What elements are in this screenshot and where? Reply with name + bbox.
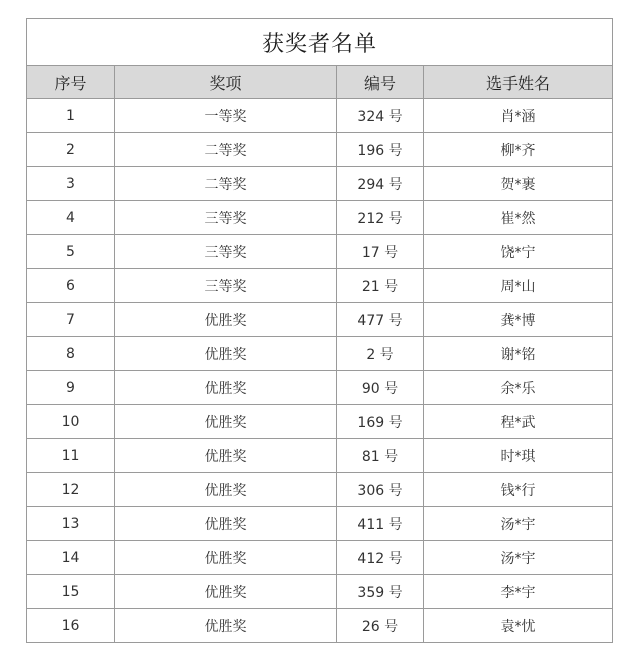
cell-name: 肖*涵: [424, 99, 613, 133]
cell-award: 优胜奖: [115, 337, 337, 371]
cell-award: 优胜奖: [115, 303, 337, 337]
cell-number: 294 号: [337, 167, 424, 201]
cell-name: 贺*裹: [424, 167, 613, 201]
cell-number: 196 号: [337, 133, 424, 167]
cell-name: 余*乐: [424, 371, 613, 405]
cell-index: 16: [27, 609, 115, 643]
cell-index: 15: [27, 575, 115, 609]
cell-name: 汤*宇: [424, 541, 613, 575]
cell-award: 三等奖: [115, 269, 337, 303]
cell-name: 李*宇: [424, 575, 613, 609]
table-row: [27, 371, 613, 405]
cell-award: 优胜奖: [115, 575, 337, 609]
cell-index: 5: [27, 235, 115, 269]
title-row: [27, 19, 613, 66]
winners-table: [26, 18, 613, 643]
cell-index: 10: [27, 405, 115, 439]
table-row: [27, 235, 613, 269]
cell-award: 优胜奖: [115, 405, 337, 439]
cell-number: 26 号: [337, 609, 424, 643]
cell-award: 三等奖: [115, 235, 337, 269]
cell-index: 12: [27, 473, 115, 507]
cell-number: 81 号: [337, 439, 424, 473]
cell-index: 7: [27, 303, 115, 337]
table-row: [27, 473, 613, 507]
cell-index: 9: [27, 371, 115, 405]
cell-number: 359 号: [337, 575, 424, 609]
table-row: [27, 167, 613, 201]
cell-award: 优胜奖: [115, 371, 337, 405]
cell-number: 324 号: [337, 99, 424, 133]
cell-award: 一等奖: [115, 99, 337, 133]
column-header-award: 奖项: [115, 66, 337, 99]
table-body: [27, 99, 613, 643]
table-row: [27, 405, 613, 439]
table-row: [27, 201, 613, 235]
cell-index: 6: [27, 269, 115, 303]
table-row: [27, 133, 613, 167]
column-header-number: 编号: [337, 66, 424, 99]
cell-index: 8: [27, 337, 115, 371]
cell-number: 477 号: [337, 303, 424, 337]
cell-number: 212 号: [337, 201, 424, 235]
cell-award: 优胜奖: [115, 609, 337, 643]
table-row: [27, 439, 613, 473]
cell-index: 14: [27, 541, 115, 575]
cell-index: 13: [27, 507, 115, 541]
table-row: [27, 507, 613, 541]
cell-award: 优胜奖: [115, 541, 337, 575]
table-title: 获奖者名单: [27, 19, 613, 66]
cell-name: 时*琪: [424, 439, 613, 473]
cell-award: 二等奖: [115, 167, 337, 201]
cell-name: 钱*行: [424, 473, 613, 507]
table-row: [27, 337, 613, 371]
cell-number: 169 号: [337, 405, 424, 439]
cell-number: 17 号: [337, 235, 424, 269]
cell-number: 306 号: [337, 473, 424, 507]
winners-sheet: [26, 18, 612, 643]
cell-number: 411 号: [337, 507, 424, 541]
column-header-name: 选手姓名: [424, 66, 613, 99]
cell-award: 优胜奖: [115, 439, 337, 473]
column-header-index: 序号: [27, 66, 115, 99]
table-row: [27, 99, 613, 133]
cell-number: 21 号: [337, 269, 424, 303]
table-row: [27, 269, 613, 303]
cell-number: 90 号: [337, 371, 424, 405]
cell-name: 周*山: [424, 269, 613, 303]
cell-award: 优胜奖: [115, 507, 337, 541]
cell-name: 程*武: [424, 405, 613, 439]
table-row: [27, 541, 613, 575]
table-row: [27, 303, 613, 337]
cell-award: 三等奖: [115, 201, 337, 235]
header-row: [27, 66, 613, 99]
cell-name: 崔*然: [424, 201, 613, 235]
table-row: [27, 609, 613, 643]
cell-index: 2: [27, 133, 115, 167]
cell-number: 2 号: [337, 337, 424, 371]
cell-index: 1: [27, 99, 115, 133]
cell-number: 412 号: [337, 541, 424, 575]
cell-name: 柳*齐: [424, 133, 613, 167]
cell-index: 4: [27, 201, 115, 235]
cell-name: 汤*宇: [424, 507, 613, 541]
cell-award: 优胜奖: [115, 473, 337, 507]
table-row: [27, 575, 613, 609]
cell-name: 袁*忧: [424, 609, 613, 643]
cell-index: 3: [27, 167, 115, 201]
cell-award: 二等奖: [115, 133, 337, 167]
cell-name: 龚*博: [424, 303, 613, 337]
cell-index: 11: [27, 439, 115, 473]
cell-name: 谢*铭: [424, 337, 613, 371]
cell-name: 饶*宁: [424, 235, 613, 269]
